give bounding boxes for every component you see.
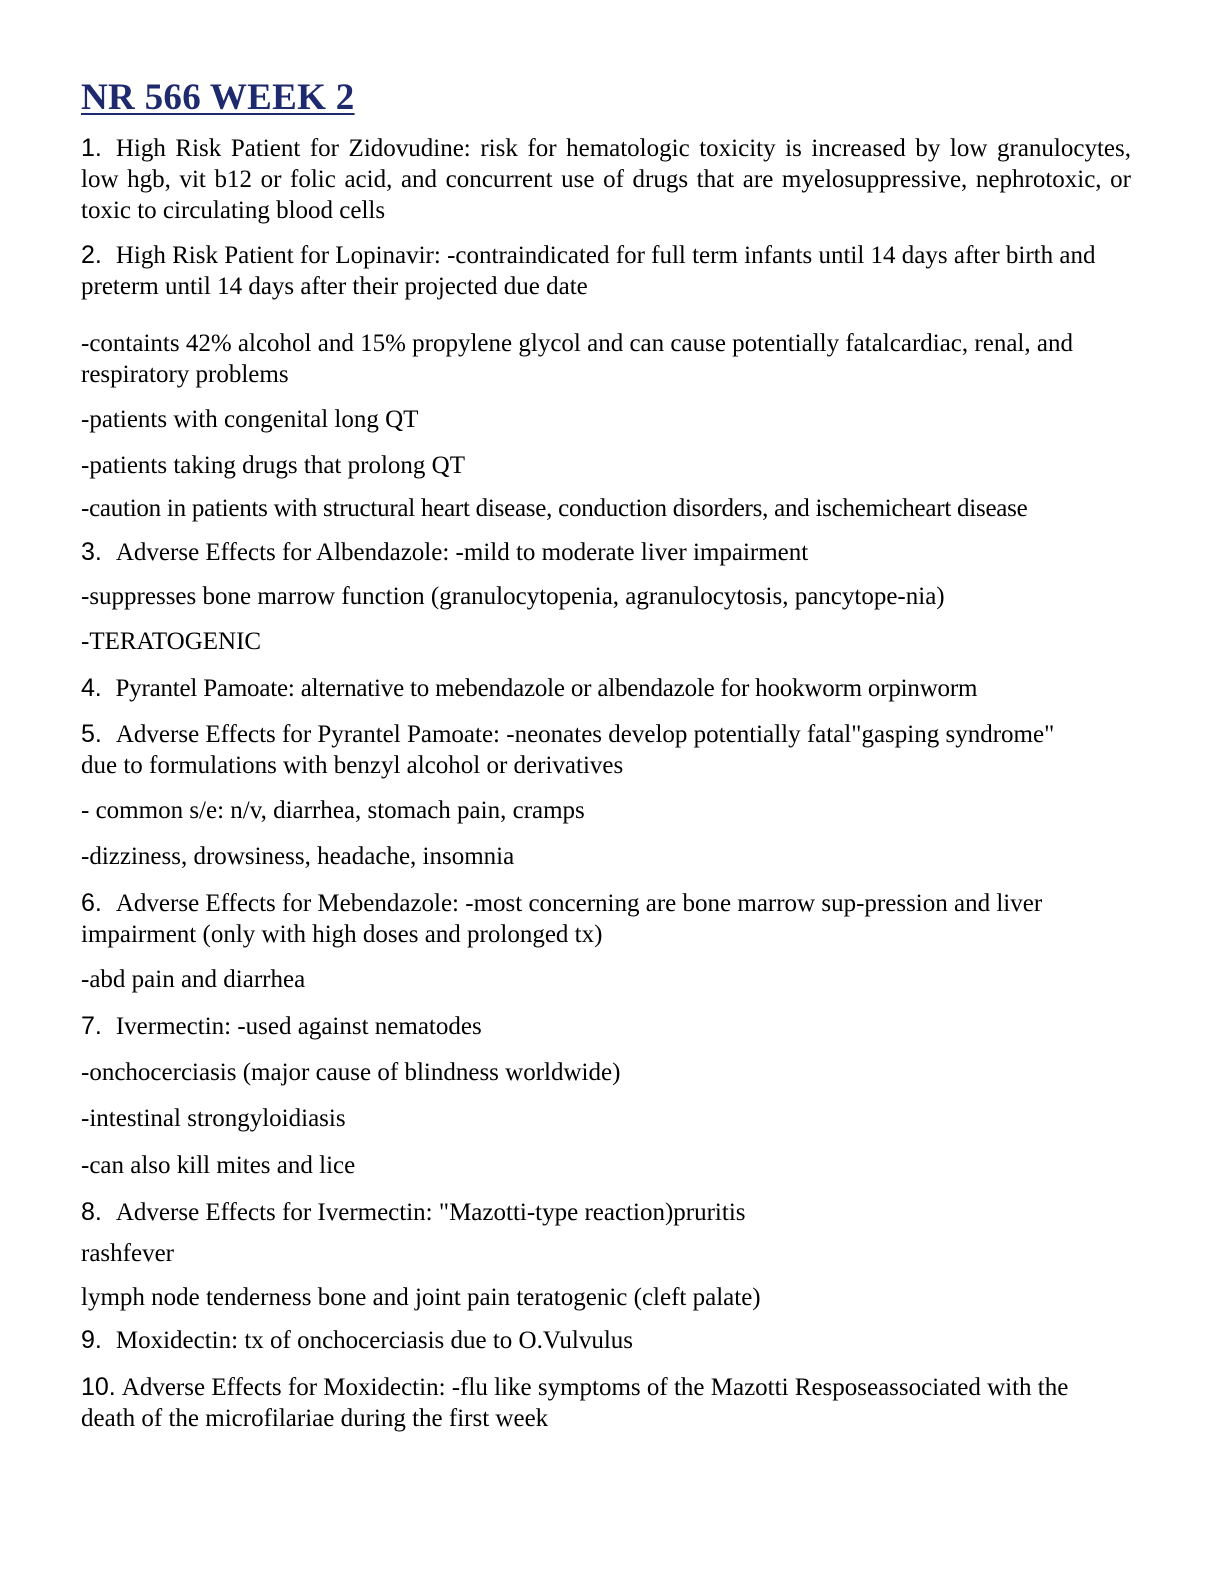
item-subtext: -patients taking drugs that prolong QT [81,452,465,479]
item-subtext: - common s/e: n/v, diarrhea, stomach pain, cramps [81,797,585,824]
item-subtext: -abd pain and diarrhea [81,966,306,993]
item-text: Adverse Effects for Moxidectin: -flu like symptoms of the Mazotti Resposeassociated with the death of the microfilariae during the first week [81,1374,1069,1432]
item-text: Adverse Effects for Mebendazole: -most concerning are bone marrow sup-pression and liver impairment (only with high doses and prolonged tx) [81,890,1043,948]
item-subtext: -can also kill mites and lice [81,1152,356,1179]
list-item-3-sub-2 [81,626,1131,657]
list-item-9 [81,1325,1131,1356]
list-item-10 [81,1372,1091,1434]
list-item-7-sub-2 [81,1103,1131,1134]
item-text: High Risk Patient for Lopinavir: -contraindicated for full term infants until 14 days after birth and preterm until 14 days after their projected due date [81,242,1096,300]
document-page [81,76,1131,1434]
item-text: Ivermectin: -used against nematodes [115,1013,482,1040]
item-subtext: -suppresses bone marrow function (granulocytopenia, agranulocytosis, pancytope-nia) [81,583,945,610]
item-number: 1. [81,134,102,162]
list-item-7-sub-3 [81,1150,1131,1181]
item-subtext: -caution in patients with structural heart disease, conduction disorders, and ischemicheart disease [81,495,1028,522]
list-item-6 [81,888,1121,950]
list-item-2 [81,240,1131,302]
list-item-5-sub-1 [81,795,1131,826]
item-text: High Risk Patient for Zidovudine: risk for hematologic toxicity is increased by low granulocytes, low hgb, vit b12 or folic acid, and concurrent use of drugs that are myelosuppressive, nephrotoxic, or toxic to circulating blood cells [81,135,1131,224]
list-item-3 [81,537,1131,568]
list-item-8-sub-1 [81,1238,1131,1269]
item-subtext: -containts 42% alcohol and 15% propylene glycol and can cause potentially fatalcardiac, renal, and respiratory problems [81,330,1073,388]
list-item-1 [81,133,1131,226]
item-subtext: -TERATOGENIC [81,628,262,655]
list-item-5-sub-2 [81,841,1131,872]
item-number: 2. [81,241,102,269]
item-number: 6. [81,889,102,917]
list-item-8-sub-2 [81,1282,1131,1313]
list-item-3-sub-1 [81,581,1131,612]
item-subtext: -dizziness, drowsiness, headache, insomnia [81,843,515,870]
list-item-8 [81,1197,1131,1228]
item-text: Adverse Effects for Albendazole: -mild to moderate liver impairment [115,539,809,566]
item-number: 9. [81,1326,102,1354]
list-item-6-sub-1 [81,964,1131,995]
list-item-2-sub-1 [81,328,1131,390]
list-item-7 [81,1011,1131,1042]
item-subtext: lymph node tenderness bone and joint pain teratogenic (cleft palate) [81,1284,761,1311]
item-subtext: -patients with congenital long QT [81,406,419,433]
list-item-2-sub-4 [81,493,1131,524]
item-subtext: rashfever [81,1240,174,1267]
item-number: 3. [81,538,102,566]
item-number: 4. [81,674,102,702]
item-number: 10. [81,1373,116,1401]
item-text: Adverse Effects for Pyrantel Pamoate: -neonates develop potentially fatal"gasping syndrome" due to formulations with benzyl alcohol or derivatives [81,721,1055,779]
item-subtext: -intestinal strongyloidiasis [81,1105,346,1132]
list-item-2-sub-3 [81,450,1131,481]
page-title: NR 566 WEEK 2 [81,77,355,118]
item-text: Pyrantel Pamoate: alternative to mebendazole or albendazole for hookworm orpinworm [115,675,978,702]
item-number: 8. [81,1198,102,1226]
list-item-2-sub-2 [81,404,1131,435]
list-item-4 [81,673,1131,704]
item-number: 5. [81,720,102,748]
item-text: Moxidectin: tx of onchocerciasis due to O.Vulvulus [115,1327,634,1354]
item-text: Adverse Effects for Ivermectin: "Mazotti-type reaction)pruritis [115,1199,746,1226]
item-subtext: -onchocerciasis (major cause of blindness worldwide) [81,1059,621,1086]
list-item-7-sub-1 [81,1057,1131,1088]
list-item-5 [81,719,1061,781]
item-number: 7. [81,1012,102,1040]
